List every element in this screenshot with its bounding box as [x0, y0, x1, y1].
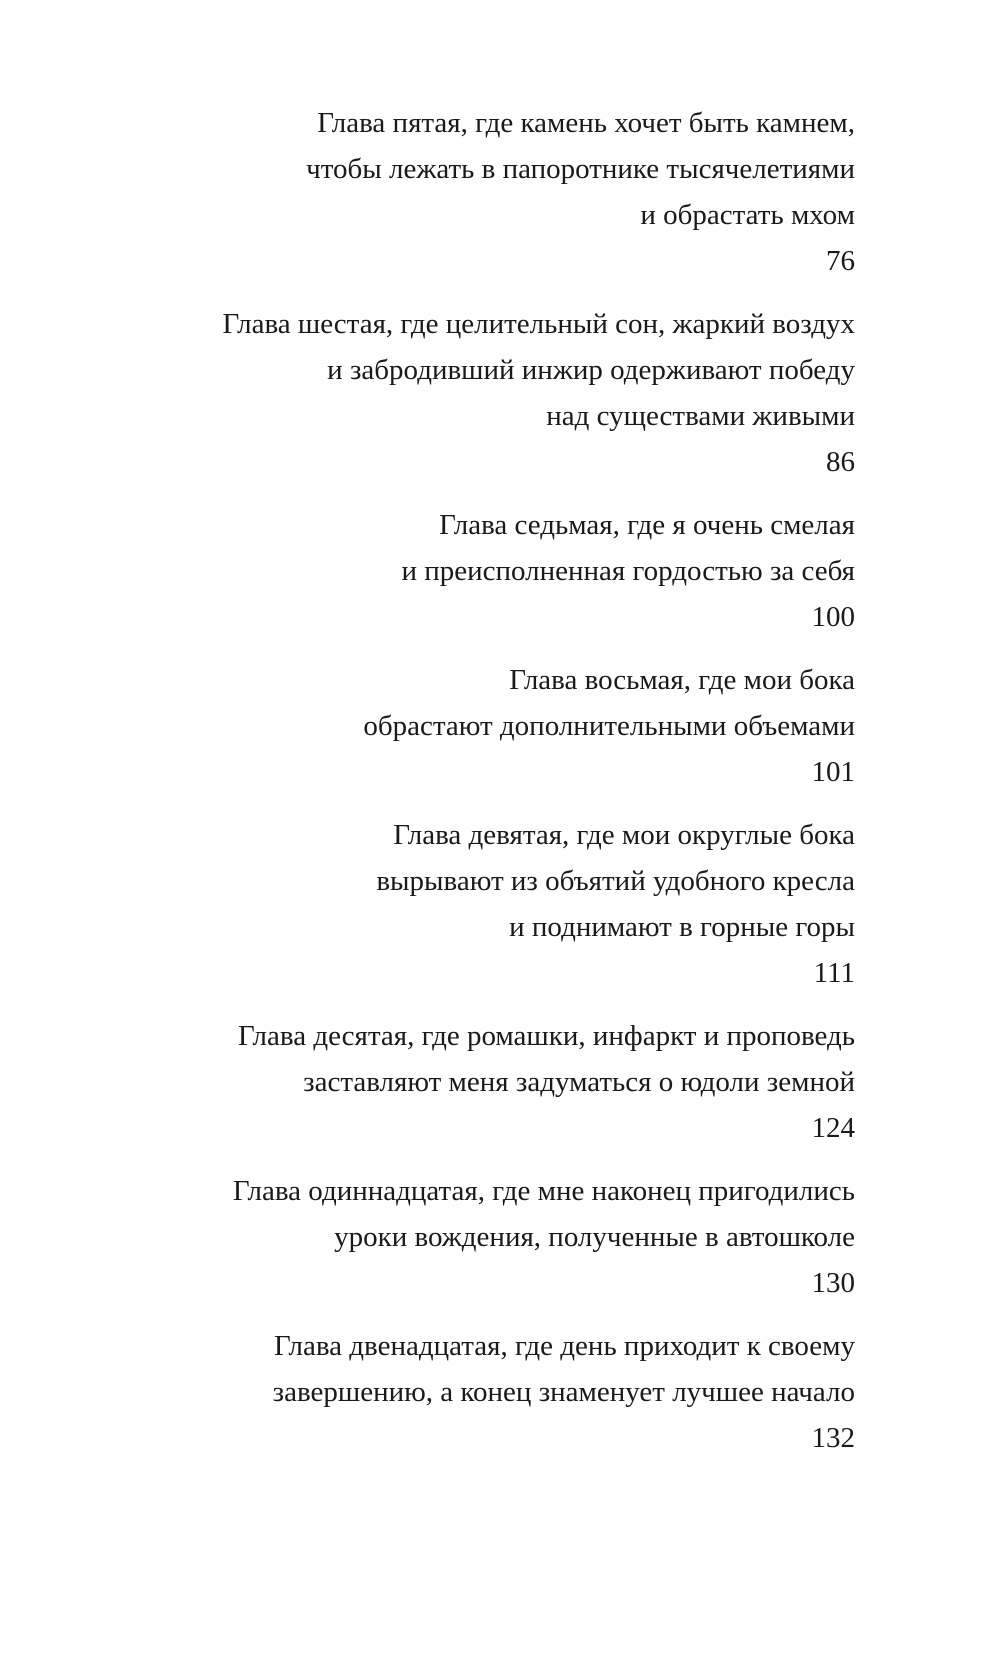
chapter-title-line: Глава двенадцатая, где день приходит к своему — [273, 1330, 855, 1362]
chapter-title-line: и обрастать мхом — [640, 199, 855, 231]
chapter-title-line: Глава пятая, где камень хочет быть камнем, — [317, 107, 855, 139]
page-number: 124 — [811, 1112, 855, 1144]
toc-entry-chapter-7 — [75, 502, 855, 640]
table-of-contents — [75, 100, 855, 1478]
chapter-title-line: вырывают из объятий удобного кресла — [376, 865, 855, 897]
chapter-title-line: Глава десятая, где ромашки, инфаркт и проповедь — [237, 1020, 855, 1052]
chapter-title-line: Глава шестая, где целительный сон, жаркий воздух — [222, 308, 855, 340]
toc-entry-chapter-5 — [75, 100, 855, 284]
toc-entry-chapter-11 — [75, 1168, 855, 1306]
page-number: 132 — [811, 1422, 855, 1454]
toc-entry-chapter-9 — [75, 812, 855, 996]
chapter-title-line: Глава восьмая, где мои бока — [509, 664, 855, 696]
chapter-title-line: Глава седьмая, где я очень смелая — [439, 509, 855, 541]
page-number: 100 — [811, 601, 855, 633]
chapter-title-line: Глава одиннадцатая, где мне наконец пригодились — [232, 1175, 855, 1207]
chapter-title-line: Глава девятая, где мои округлые бока — [393, 819, 855, 851]
chapter-title-line: и поднимают в горные горы — [509, 911, 855, 943]
page-number: 130 — [811, 1267, 855, 1299]
toc-entry-chapter-8 — [75, 657, 855, 795]
page-number: 101 — [811, 756, 855, 788]
toc-entry-chapter-12 — [75, 1323, 855, 1461]
chapter-title-line: обрастают дополнительными объемами — [363, 710, 855, 742]
chapter-title-line: уроки вождения, полученные в автошколе — [334, 1221, 855, 1253]
chapter-title-line: над существами живыми — [546, 400, 855, 432]
chapter-title-line: и забродивший инжир одерживают победу — [327, 354, 855, 386]
chapter-title-line: завершению, а конец знаменует лучшее начало — [272, 1376, 855, 1408]
chapter-title-line: и преисполненная гордостью за себя — [401, 555, 855, 587]
page-number: 86 — [826, 446, 855, 478]
page-number: 76 — [826, 245, 855, 277]
page-number: 111 — [813, 957, 855, 989]
chapter-title-line: чтобы лежать в папоротнике тысячелетиями — [306, 153, 855, 185]
toc-entry-chapter-6 — [75, 301, 855, 485]
toc-entry-chapter-10 — [75, 1013, 855, 1151]
chapter-title-line: заставляют меня задуматься о юдоли земной — [303, 1066, 855, 1098]
